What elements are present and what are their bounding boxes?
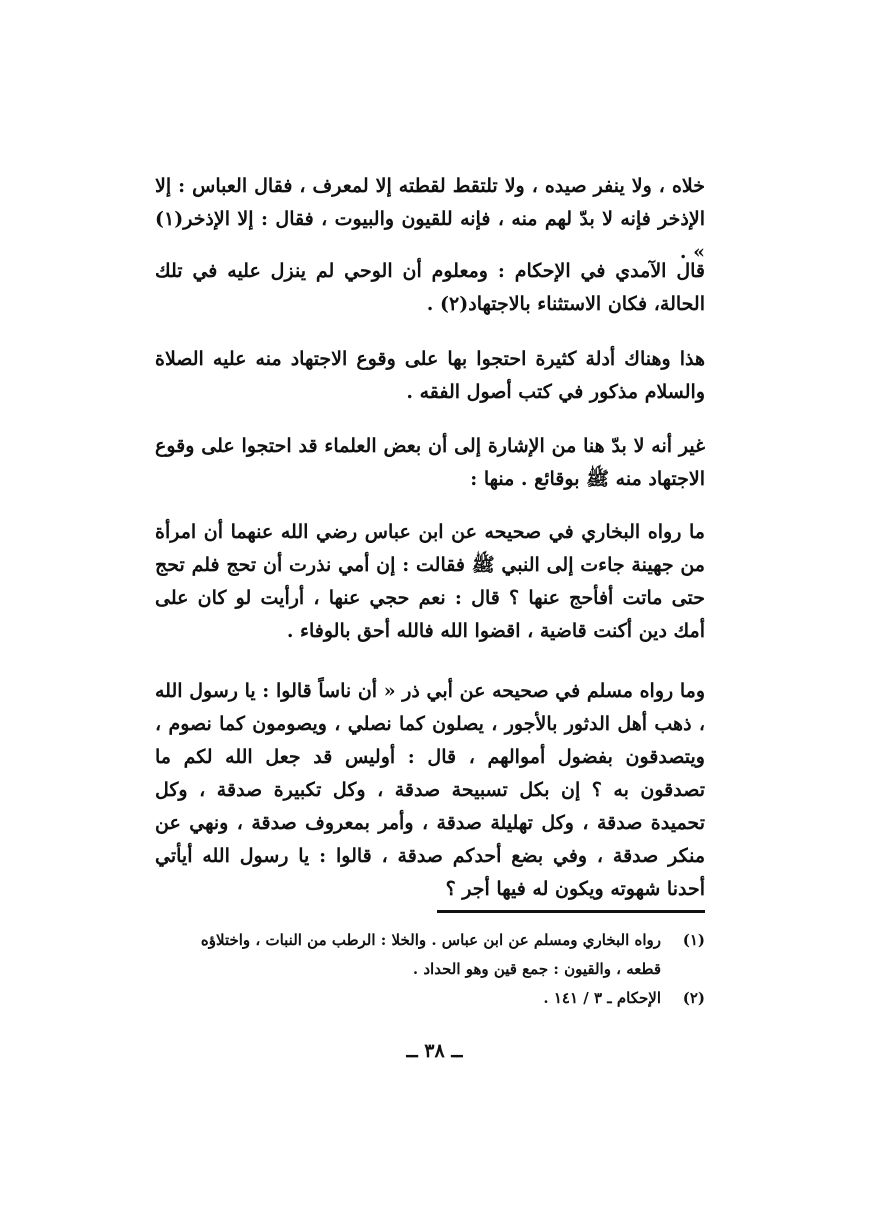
footnote-number: (١) (682, 931, 705, 949)
paragraph-6: وما رواه مسلم في صحيحه عن أبي ذر « أن ناساً قالوا : يا رسول الله ، ذهب أهل الدثور بالأجور ، يصلون كما نصلي ، ويصومون كما نصوم ، ويتصدقون بفضول أموالهم ، قال : أوليس قد جعل الله لكم ما تصدقون به ؟ إن بكل تسبيحة صدقة ، وكل تكبيرة صدقة ، وكل تحميدة صدقة ، وكل تهليلة صدقة ، وأمر بمعروف صدقة ، ونهي عن منكر صدقة ، وفي بضع أحدكم صدقة ، قالوا : يا رسول الله أيأتي أحدنا شهوته ويكون له فيها أجر ؟ (155, 680, 705, 900)
paragraph-1: خلاه ، ولا ينفر صيده ، ولا تلتقط لقطته إلا لمعرف ، فقال العباس : إلا الإذخر فإنه لا بدّ لهم منه ، فإنه للقيون والبيوت ، فقال : إلا الإذخر(١) » . (155, 175, 705, 263)
paragraph-4: غير أنه لا بدّ هنا من الإشارة إلى أن بعض العلماء قد احتجوا على وقوع الاجتهاد منه ﷺ بوقائع . منها : (155, 435, 705, 490)
footnote-number: (٢) (682, 989, 705, 1007)
paragraph-3: هذا وهناك أدلة كثيرة احتجوا بها على وقوع الاجتهاد منه عليه الصلاة والسلام مذكور في كتب أصول الفقه . (155, 348, 705, 403)
footnote-divider (437, 910, 705, 913)
footnote-text: الإحكام ـ ٣ / ١٤١ . (543, 989, 661, 1007)
paragraph-5: ما رواه البخاري في صحيحه عن ابن عباس رضي الله عنهما أن امرأة من جهينة جاءت إلى النبي ﷺ فقالت : إن أمي نذرت أن تحج فلم تحج حتى ماتت أفأحج عنها ؟ قال : نعم حجي عنها ، أرأيت لو كان على أمك دين أكنت قاضية ، اقضوا الله فالله أحق بالوفاء . (155, 521, 705, 642)
paragraph-2: قال الآمدي في الإحكام : ومعلوم أن الوحي لم ينزل عليه في تلك الحالة، فكان الاستثناء بالاجتهاد(٢) . (155, 260, 705, 315)
footnote-2 (155, 984, 705, 1013)
footnote-1 (155, 926, 705, 955)
footnotes (155, 926, 705, 1013)
footnote-1-continuation: قطعه ، والقيون : جمع قين وهو الحداد . (412, 960, 661, 978)
footnote-text: رواه البخاري ومسلم عن ابن عباس . والخلا : الرطب من النبات ، واختلاؤه (200, 931, 661, 949)
page-number: ــ ٣٨ ــ (406, 1040, 463, 1062)
